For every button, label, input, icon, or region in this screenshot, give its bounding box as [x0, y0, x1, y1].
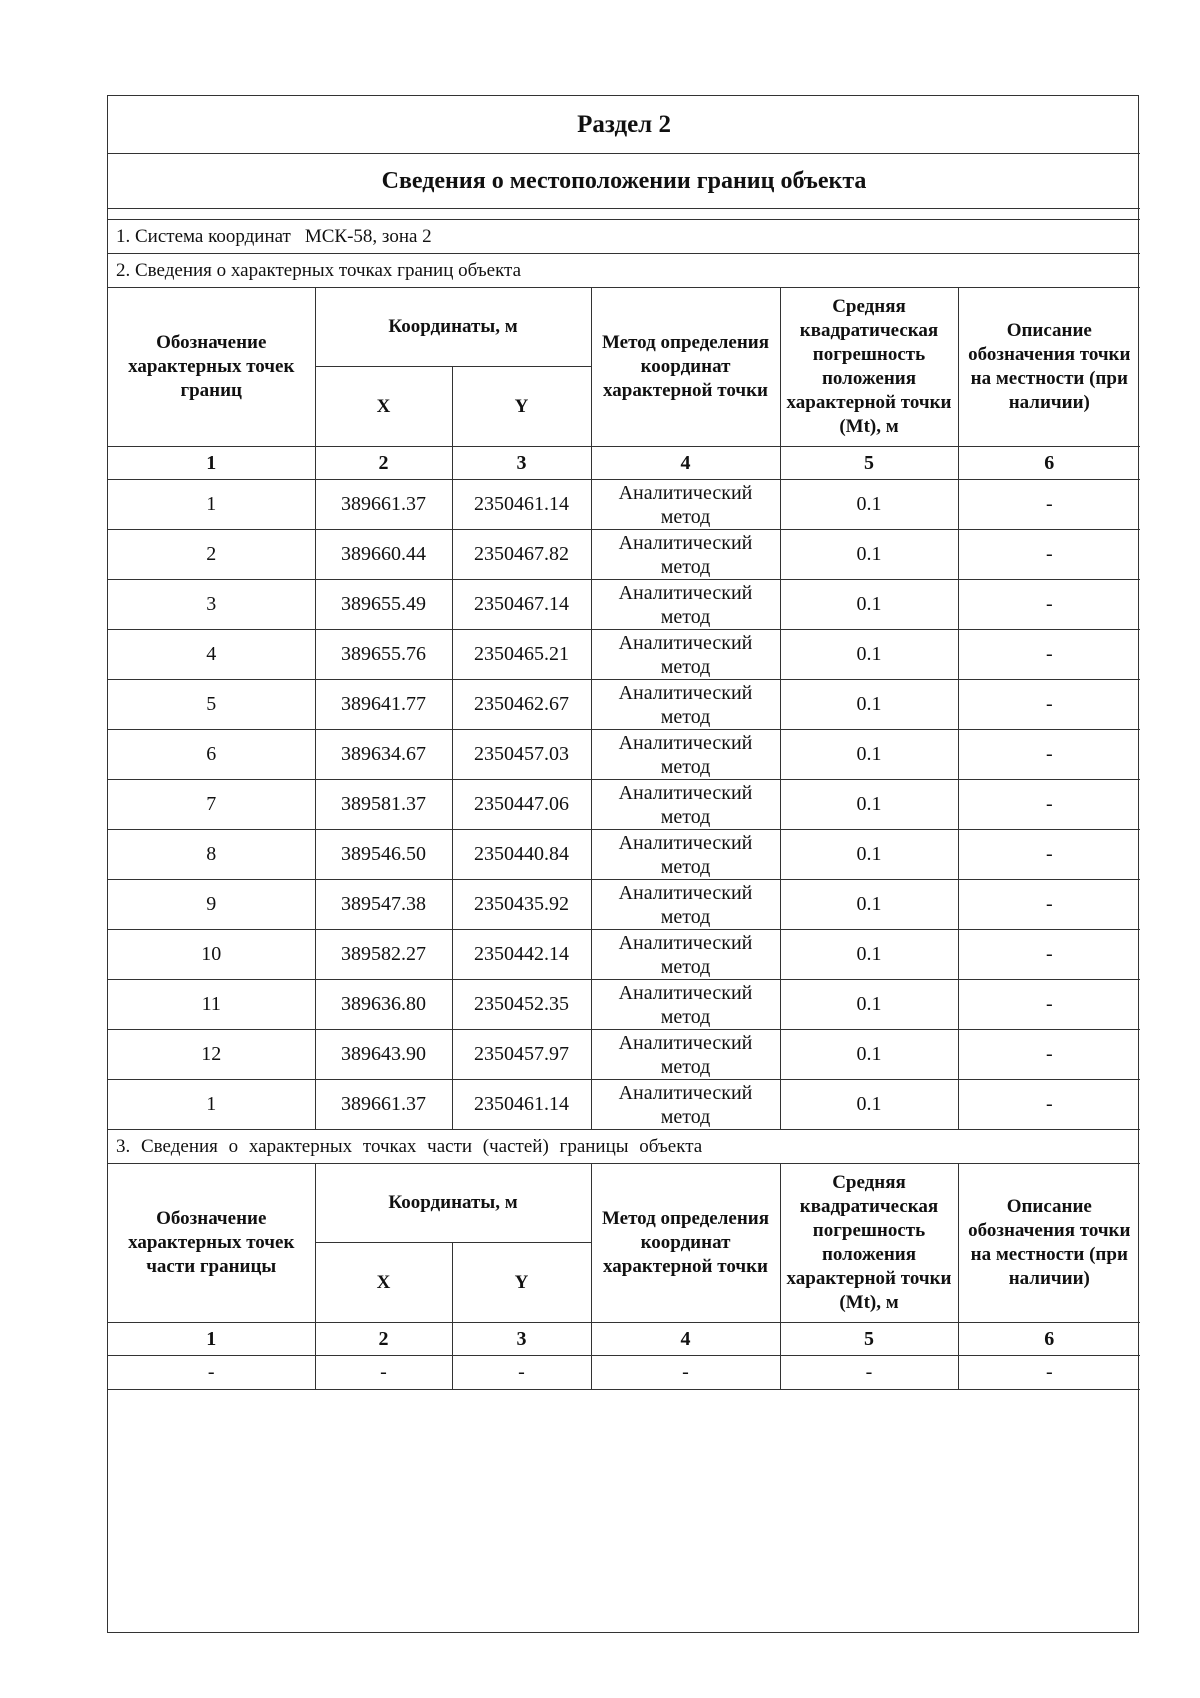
- spacer-row: [108, 209, 1140, 220]
- error: 0.1: [780, 680, 958, 730]
- parts-table-body: [108, 1356, 1140, 1390]
- coord-y: 2350465.21: [452, 630, 591, 680]
- description: -: [958, 530, 1140, 580]
- page-subtitle: Сведения о местоположении границ объекта: [108, 154, 1140, 209]
- method: Аналитический метод: [591, 780, 780, 830]
- header-description: Описание обозначения точки на местности (при наличии): [958, 288, 1140, 447]
- parts-column-number: 4: [591, 1323, 780, 1356]
- method: Аналитический метод: [591, 830, 780, 880]
- column-number: 6: [958, 447, 1140, 480]
- error: 0.1: [780, 880, 958, 930]
- point-id: 4: [108, 630, 315, 680]
- coord-y: 2350452.35: [452, 980, 591, 1030]
- column-number: 1: [108, 447, 315, 480]
- coord-x: 389641.77: [315, 680, 452, 730]
- table-row: [108, 880, 1140, 930]
- column-number: 5: [780, 447, 958, 480]
- coord-y: 2350457.97: [452, 1030, 591, 1080]
- description: -: [958, 730, 1140, 780]
- point-id: 1: [108, 480, 315, 530]
- error: 0.1: [780, 780, 958, 830]
- coord-x: -: [315, 1356, 452, 1390]
- parts-header-description: Описание обозначения точки на местности (при наличии): [958, 1164, 1140, 1323]
- column-number: 2: [315, 447, 452, 480]
- parts-section-label: 3. Сведения о характерных точках части (частей) границы объекта: [108, 1130, 1140, 1164]
- coord-system-value: МСК-58, зона 2: [304, 225, 432, 247]
- error: 0.1: [780, 530, 958, 580]
- coord-x: 389634.67: [315, 730, 452, 780]
- column-number: 3: [452, 447, 591, 480]
- description: -: [958, 1030, 1140, 1080]
- header-y: Y: [452, 367, 591, 447]
- points-section-label: 2. Сведения о характерных точках границ объекта: [108, 254, 1140, 288]
- table-row: [108, 1080, 1140, 1130]
- header-error: Средняя квадратическая погрешность положения характерной точки (Mt), м: [780, 288, 958, 447]
- point-id: 3: [108, 580, 315, 630]
- description: -: [958, 630, 1140, 680]
- method: Аналитический метод: [591, 730, 780, 780]
- coord-x: 389655.76: [315, 630, 452, 680]
- points-table-body: [108, 480, 1140, 1130]
- description: -: [958, 1080, 1140, 1130]
- method: Аналитический метод: [591, 1080, 780, 1130]
- error: 0.1: [780, 480, 958, 530]
- description: -: [958, 980, 1140, 1030]
- coord-y: 2350461.14: [452, 1080, 591, 1130]
- coord-system-label: 1. Система координат: [116, 225, 291, 247]
- table-row: [108, 730, 1140, 780]
- point-id: 10: [108, 930, 315, 980]
- error: 0.1: [780, 580, 958, 630]
- description: -: [958, 780, 1140, 830]
- table-row: [108, 780, 1140, 830]
- coord-y: 2350457.03: [452, 730, 591, 780]
- error: 0.1: [780, 730, 958, 780]
- method: Аналитический метод: [591, 1030, 780, 1080]
- coord-x: 389636.80: [315, 980, 452, 1030]
- error: -: [780, 1356, 958, 1390]
- table-row: [108, 530, 1140, 580]
- error: 0.1: [780, 1030, 958, 1080]
- description: -: [958, 580, 1140, 630]
- coord-x: 389661.37: [315, 1080, 452, 1130]
- header-method: Метод определения координат характерной точки: [591, 288, 780, 447]
- method: Аналитический метод: [591, 480, 780, 530]
- coord-y: 2350461.14: [452, 480, 591, 530]
- description: -: [958, 880, 1140, 930]
- table-row: [108, 680, 1140, 730]
- method: Аналитический метод: [591, 880, 780, 930]
- coord-y: -: [452, 1356, 591, 1390]
- parts-header-designation: Обозначение характерных точек части границы: [108, 1164, 315, 1323]
- parts-column-number: 3: [452, 1323, 591, 1356]
- coord-x: 389582.27: [315, 930, 452, 980]
- coord-x: 389643.90: [315, 1030, 452, 1080]
- point-id: 8: [108, 830, 315, 880]
- point-id: 9: [108, 880, 315, 930]
- header-designation: Обозначение характерных точек границ: [108, 288, 315, 447]
- table-row: [108, 930, 1140, 980]
- parts-column-number: 2: [315, 1323, 452, 1356]
- description: -: [958, 830, 1140, 880]
- method: Аналитический метод: [591, 630, 780, 680]
- coord-y: 2350440.84: [452, 830, 591, 880]
- error: 0.1: [780, 630, 958, 680]
- error: 0.1: [780, 830, 958, 880]
- document-frame: [107, 95, 1139, 1633]
- point-id: 6: [108, 730, 315, 780]
- error: 0.1: [780, 980, 958, 1030]
- column-number: 4: [591, 447, 780, 480]
- parts-column-number: 1: [108, 1323, 315, 1356]
- coord-x: 389546.50: [315, 830, 452, 880]
- error: 0.1: [780, 1080, 958, 1130]
- coord-x: 389661.37: [315, 480, 452, 530]
- point-id: 11: [108, 980, 315, 1030]
- coord-system-line: [108, 220, 1140, 254]
- parts-header-y: Y: [452, 1243, 591, 1323]
- coord-x: 389660.44: [315, 530, 452, 580]
- table-row: [108, 1356, 1140, 1390]
- header-coords: Координаты, м: [315, 288, 591, 367]
- point-id: 12: [108, 1030, 315, 1080]
- description: -: [958, 680, 1140, 730]
- parts-header-coords: Координаты, м: [315, 1164, 591, 1243]
- method: Аналитический метод: [591, 980, 780, 1030]
- table-row: [108, 980, 1140, 1030]
- method: Аналитический метод: [591, 680, 780, 730]
- coord-y: 2350435.92: [452, 880, 591, 930]
- page-title: Раздел 2: [108, 96, 1140, 154]
- description: -: [958, 480, 1140, 530]
- table-row: [108, 1030, 1140, 1080]
- parts-column-number: 5: [780, 1323, 958, 1356]
- method: Аналитический метод: [591, 530, 780, 580]
- header-x: X: [315, 367, 452, 447]
- coord-y: 2350462.67: [452, 680, 591, 730]
- point-id: 7: [108, 780, 315, 830]
- table-row: [108, 580, 1140, 630]
- point-id: 5: [108, 680, 315, 730]
- point-id: 1: [108, 1080, 315, 1130]
- coord-y: 2350467.82: [452, 530, 591, 580]
- method: Аналитический метод: [591, 580, 780, 630]
- method: -: [591, 1356, 780, 1390]
- coord-y: 2350442.14: [452, 930, 591, 980]
- point-id: -: [108, 1356, 315, 1390]
- coord-x: 389655.49: [315, 580, 452, 630]
- description: -: [958, 1356, 1140, 1390]
- table-row: [108, 630, 1140, 680]
- section-table: [108, 96, 1140, 1390]
- coord-x: 389547.38: [315, 880, 452, 930]
- coord-y: 2350447.06: [452, 780, 591, 830]
- parts-column-number: 6: [958, 1323, 1140, 1356]
- description: -: [958, 930, 1140, 980]
- error: 0.1: [780, 930, 958, 980]
- parts-header-error: Средняя квадратическая погрешность положения характерной точки (Mt), м: [780, 1164, 958, 1323]
- table-row: [108, 830, 1140, 880]
- table-row: [108, 480, 1140, 530]
- method: Аналитический метод: [591, 930, 780, 980]
- coord-x: 389581.37: [315, 780, 452, 830]
- parts-header-method: Метод определения координат характерной точки: [591, 1164, 780, 1323]
- parts-header-x: X: [315, 1243, 452, 1323]
- point-id: 2: [108, 530, 315, 580]
- coord-y: 2350467.14: [452, 580, 591, 630]
